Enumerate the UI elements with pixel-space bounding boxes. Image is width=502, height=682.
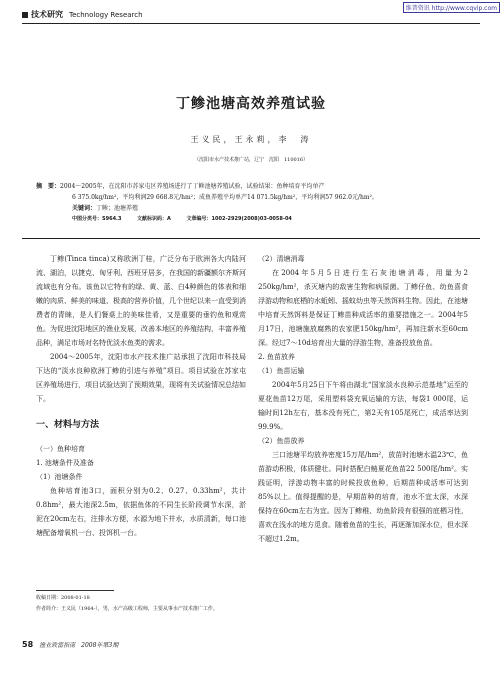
- watermark-stamp: 维普资讯 http://www.cqvip.com: [403, 2, 500, 13]
- abstract-line-1: 2004～2005年，在沈阳市苏家屯区养殖场进行了丁鲹池塘养殖试验，试验结果：鱼种培育平均单产: [60, 183, 325, 190]
- clc-code: S964.3: [102, 216, 122, 222]
- abstract-rule: [22, 238, 480, 239]
- authors: 王义民，王永莉，李 涛: [190, 135, 312, 144]
- abstract-line-2: 6 375.0kg/hm²，平均利润29 668.8元/hm²；成鱼养殖平均单产14 071.5kg/hm²，平均利润57 962.0元/hm²。: [72, 194, 378, 201]
- heading-pond-disinfection: （2）清塘消毒: [258, 255, 305, 263]
- section-name-cn: 技术研究: [31, 10, 63, 19]
- article-number-label: 文章编号：: [186, 216, 212, 222]
- page-number: 58: [22, 640, 34, 649]
- footnote-rule: [36, 590, 114, 591]
- heading-fry-transport: （1）鱼苗运输: [258, 367, 305, 375]
- keywords-label: 关键词：: [72, 205, 97, 212]
- page-footer: [22, 640, 118, 649]
- heading-pond-conditions: （1）池塘条件: [36, 473, 83, 481]
- doc-code-label: 文献标识码：: [137, 216, 168, 222]
- heading-fry-rearing: （一）鱼种培育: [36, 445, 85, 453]
- section-name-en: Technology Research: [69, 10, 143, 19]
- classification-line: [36, 214, 466, 225]
- abstract: [36, 181, 466, 225]
- right-column: [258, 252, 468, 546]
- project-paragraph: 2004～2005年，沈阳市水产技术推广站承担了沈阳市科技局下达的“淡水良种欧洲丁鲹的引进与养殖”项目。项目试验在苏家屯区养殖场进行，项目试验达到了预期效果，现将有关试验情况总结如下。: [36, 353, 246, 403]
- square-bullet-icon: [22, 12, 28, 18]
- article-number: 1002-2929(2008)03-0058-04: [211, 216, 292, 222]
- heading-materials-methods: 一、材料与方法: [36, 420, 100, 430]
- left-column: [36, 252, 246, 540]
- article-title: 丁鲹池塘高效养殖试验: [176, 96, 326, 112]
- affiliation: （沈阳市水产技术推广站，辽宁 沈阳 110016）: [193, 157, 309, 163]
- pond-paragraph: 鱼种培育池3口，面积分别为0.2、0.27、0.33hm²，共计0.8hm²，最大池深2.5m，依据鱼体的不同生长阶段调节水深，淤泥在20cm左右，注排水方便，水源为地下井水，水质清新，每口池塘配备增氧机一台、投饵机一台。: [36, 487, 246, 537]
- section-header: [22, 9, 143, 20]
- heading-pond-conditions-prep: 1. 池塘条件及准备: [36, 459, 94, 467]
- transport-paragraph: 2004年5月25日下午将由湖北“国家淡水良种示范基地”运至的夏花鱼苗12万尾，采用塑料袋充氧运输的方法，每袋1 000尾，运输时间12h左右，基本没有死亡，第2天有105尾死亡，成活率达到99.9%。: [258, 381, 468, 431]
- journal-issue: 渔业致富指南 2008年第3期: [39, 642, 119, 649]
- header-rule: [22, 23, 480, 24]
- received-date: 收稿日期：2008-01-18: [36, 595, 90, 601]
- doc-code: A: [167, 216, 171, 222]
- disinfection-paragraph: 在2004年5月5日进行生石灰池塘消毒，用量为2 250kg/hm²，杀灭塘内的敌害生物和病原菌。丁鲹仔鱼、幼鱼喜食浮游动物和底栖的水蚯蚓、摇蚊幼虫等天然饵料生物。因此，在池塘中培育天然饵料是保证丁鲹苗种成活率的重要措施之一。2004年5月17日，池塘施放腐熟的农家肥150kg/hm²，再加注新水至60cm深。经过7～10d培育出大量的浮游生物，准备投放鱼苗。: [258, 269, 468, 347]
- intro-paragraph: 丁鲹(Tinca tinca)又称欧洲丁桂，广泛分布于欧洲各大内陆河流、湖泊，以捷克、匈牙利、西班牙居多，在我国的新疆额尔齐斯河流域也有分布。该鱼以它特有的绿、黄、蓝、白4种颜色的体表和细嫩的肉质、鲜美的味道、极高的营养价值，几个世纪以来一直受到消费者的青睐，是人们餐桌上的美味佳肴，又是重要的垂钓鱼和观赏鱼。为促进沈阳地区的渔业发展，改善本地区的养殖结构，丰富养殖品种，满足市场对名特优淡水鱼类的需求。: [36, 255, 246, 347]
- keywords: 丁鲹；池塘养殖: [96, 205, 139, 212]
- abstract-label: 摘 要：: [36, 183, 61, 190]
- clc-label: 中图分类号：: [72, 216, 103, 222]
- author-bio: 作者简介：王义民（1964-），男，水产高级工程师，主要从事水产技术推广工作。: [36, 606, 218, 612]
- stocking-paragraph: 三口池塘平均放养密度15万尾/hm²，放苗时池塘水温23℃，鱼苗游动积极，体质健壮。同时搭配白鲢夏花鱼苗22 500尾/hm²。实践证明，浮游动物丰富的时候投放鱼种，后期苗种成活率可达到85%以上。值得提醒的是，早期苗种的培育，池水不宜太深，水深保持在60cm左右为宜。因为丁鲹稚、幼鱼阶段有很强的底栖习性，喜欢在浅水的地方觅食。随着鱼苗的生长，再逐渐加深水位，但水深不超过1.2m。: [258, 451, 468, 543]
- heading-stocking: （2）鱼苗放养: [258, 437, 305, 445]
- heading-fry-stocking: 2. 鱼苗放养: [258, 353, 295, 361]
- footnote: [36, 593, 236, 615]
